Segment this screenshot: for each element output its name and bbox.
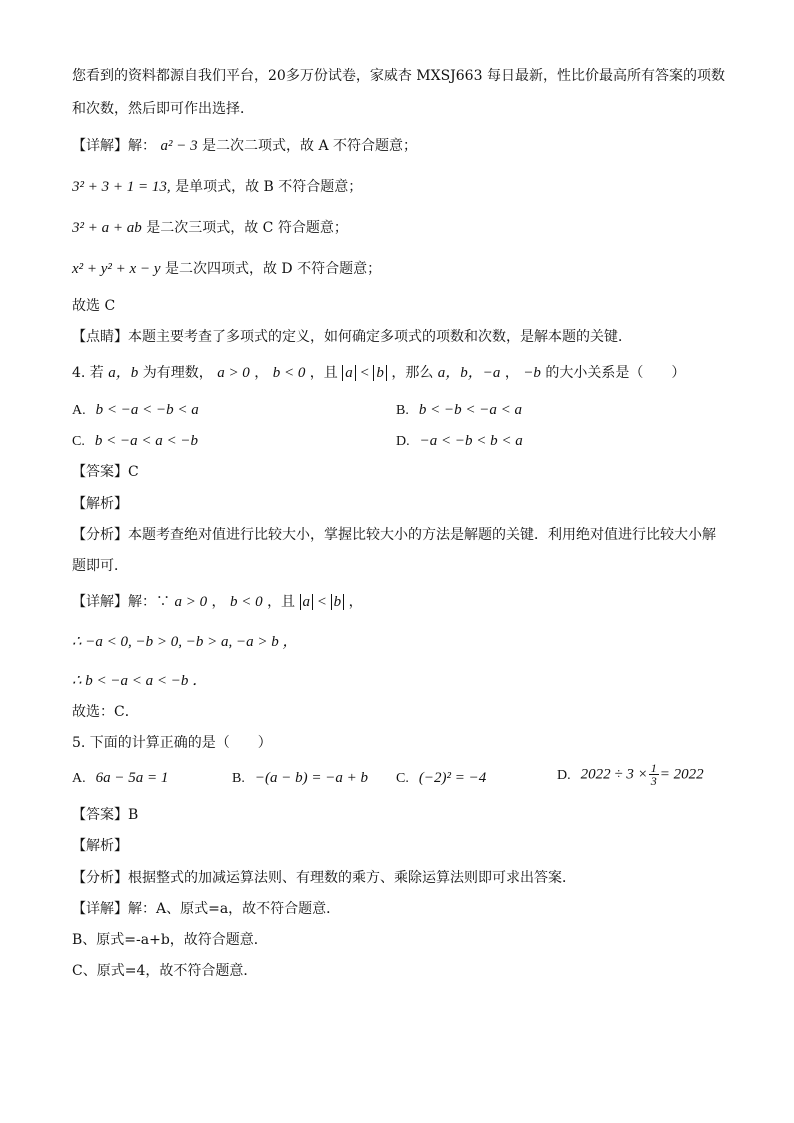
option-label: D.: [557, 767, 571, 783]
math-expression: a² − 3: [160, 138, 198, 154]
option-label: C.: [72, 434, 85, 449]
q4-option-c: [72, 431, 198, 452]
option-label: B.: [232, 771, 245, 786]
q3-comment: 【点睛】本题主要考查了多项式的定义，如何确定多项式的项数和次数，是解本题的关键．: [72, 329, 632, 345]
q5-option-a: [72, 768, 168, 789]
q4-analysis-title: 【解析】: [72, 496, 128, 512]
question-number: 4. 若: [72, 365, 104, 381]
option-label: D.: [396, 434, 410, 449]
option-expression: −(a − b) = −a + b: [254, 770, 368, 786]
math-expression: a，b: [108, 365, 139, 381]
explanation-text: 是二次二项式，故 A 不符合题意；: [202, 138, 418, 154]
option-label: A.: [72, 771, 86, 786]
q5-analysis: 【分析】根据整式的加减运算法则、有理数的乘方、乘除运算法则即可求出答案．: [72, 870, 576, 886]
math-expression: 3² + 3 + 1 = 13,: [72, 179, 171, 195]
math-expression: a > 0: [174, 594, 208, 610]
explanation-text: 是单项式，故 B 不符合题意；: [175, 179, 363, 195]
detail-heading: 【详解】解：∵: [72, 594, 170, 610]
q3-detail-line-2: [72, 177, 362, 197]
math-expression: b < 0: [272, 365, 306, 381]
math-expression: a，b，−a: [437, 365, 501, 381]
less-than: <: [313, 594, 331, 610]
q3-detail-line-3: [72, 218, 348, 238]
detail-text: ，: [348, 594, 363, 610]
math-expression: 3² + a + ab: [72, 220, 142, 236]
q5-option-b: [232, 768, 368, 789]
stem-text: 的大小关系是（ ）: [545, 365, 686, 381]
abs-b: b: [373, 365, 387, 381]
less-than: <: [355, 365, 374, 381]
stem-text: ，那么: [391, 365, 434, 381]
explanation-text: 是二次四项式，故 D 不符合题意；: [164, 261, 382, 277]
q4-option-a: [72, 400, 199, 421]
option-label: C.: [396, 771, 409, 786]
option-expression: (−2)² = −4: [418, 770, 487, 786]
option-expression: −a < −b < b < a: [419, 433, 523, 449]
stem-text: ，: [504, 365, 519, 381]
option-expression: b < −a < a < −b: [94, 433, 198, 449]
option-label: B.: [396, 403, 409, 418]
q4-detail-line: [72, 592, 363, 612]
math-expression: a > 0: [217, 365, 250, 381]
q4-therefore-2: ∴ b < −a < a < −b ．: [72, 673, 208, 689]
q5-answer: 【答案】B: [72, 807, 139, 823]
option-expression: 2022 ÷ 3 ×: [580, 766, 648, 783]
option-expression: b < −b < −a < a: [418, 402, 522, 418]
q5-detail-c: C、原式=4，故不符合题意．: [72, 963, 258, 979]
fraction-denominator: 3: [650, 774, 657, 788]
q3-detail-line-1: [72, 136, 417, 156]
intro-line-2: 和次数，然后即可作出选择．: [72, 101, 254, 117]
q5-option-d: [557, 762, 704, 787]
q4-option-b: [396, 400, 522, 421]
detail-heading: 【详解】解：: [72, 138, 156, 154]
q5-detail-a: 【详解】解：A、原式=a，故不符合题意．: [72, 901, 341, 917]
q5-analysis-title: 【解析】: [72, 838, 128, 854]
stem-text: ，且: [309, 365, 338, 381]
option-expression: 6a − 5a = 1: [95, 770, 169, 786]
q4-stem: [72, 363, 685, 383]
fraction-numerator: 1: [650, 761, 657, 775]
q4-choose: 故选：C．: [72, 704, 139, 720]
fraction: [649, 762, 659, 787]
abs-a: a: [342, 365, 356, 381]
absolute-value-expression: [342, 365, 387, 381]
option-expression: b < −a < −b < a: [95, 402, 199, 418]
q5-detail-b: B、原式=-a+b，故符合题意．: [72, 932, 268, 948]
q4-answer: 【答案】C: [72, 464, 139, 480]
intro-line-1: 您看到的资料都源自我们平台，20多万份试卷，家威杏 MXSJ663 每日最新，性比价最高所有答案的项数: [72, 68, 725, 84]
q3-choose: 故选 C: [72, 298, 116, 314]
detail-text: ，: [211, 594, 226, 610]
detail-text: ，且: [267, 594, 296, 610]
abs-a: a: [300, 594, 314, 610]
math-expression: x² + y² + x − y: [72, 261, 161, 277]
option-label: A.: [72, 403, 86, 418]
q5-option-c: [396, 768, 486, 789]
absolute-value-expression: [300, 594, 345, 610]
q4-analysis-line-2: 题即可．: [72, 558, 128, 574]
q4-analysis-line-1: 【分析】本题考查绝对值进行比较大小，掌握比较大小的方法是解题的关键．利用绝对值进行比较大小解: [72, 527, 716, 543]
q3-detail-line-4: [72, 259, 381, 279]
option-expression: = 2022: [659, 766, 704, 783]
q4-option-d: [396, 431, 523, 452]
stem-text: ，: [254, 365, 269, 381]
explanation-text: 是二次三项式，故 C 符合题意；: [146, 220, 348, 236]
math-expression: b < 0: [229, 594, 263, 610]
abs-b: b: [331, 594, 345, 610]
q4-therefore-1: ∴ −a < 0, −b > 0, −b > a, −a > b ，: [72, 634, 298, 650]
q5-stem: 5. 下面的计算正确的是（ ）: [72, 735, 272, 751]
math-expression: −b: [523, 365, 541, 381]
stem-text: 为有理数，: [142, 365, 213, 381]
